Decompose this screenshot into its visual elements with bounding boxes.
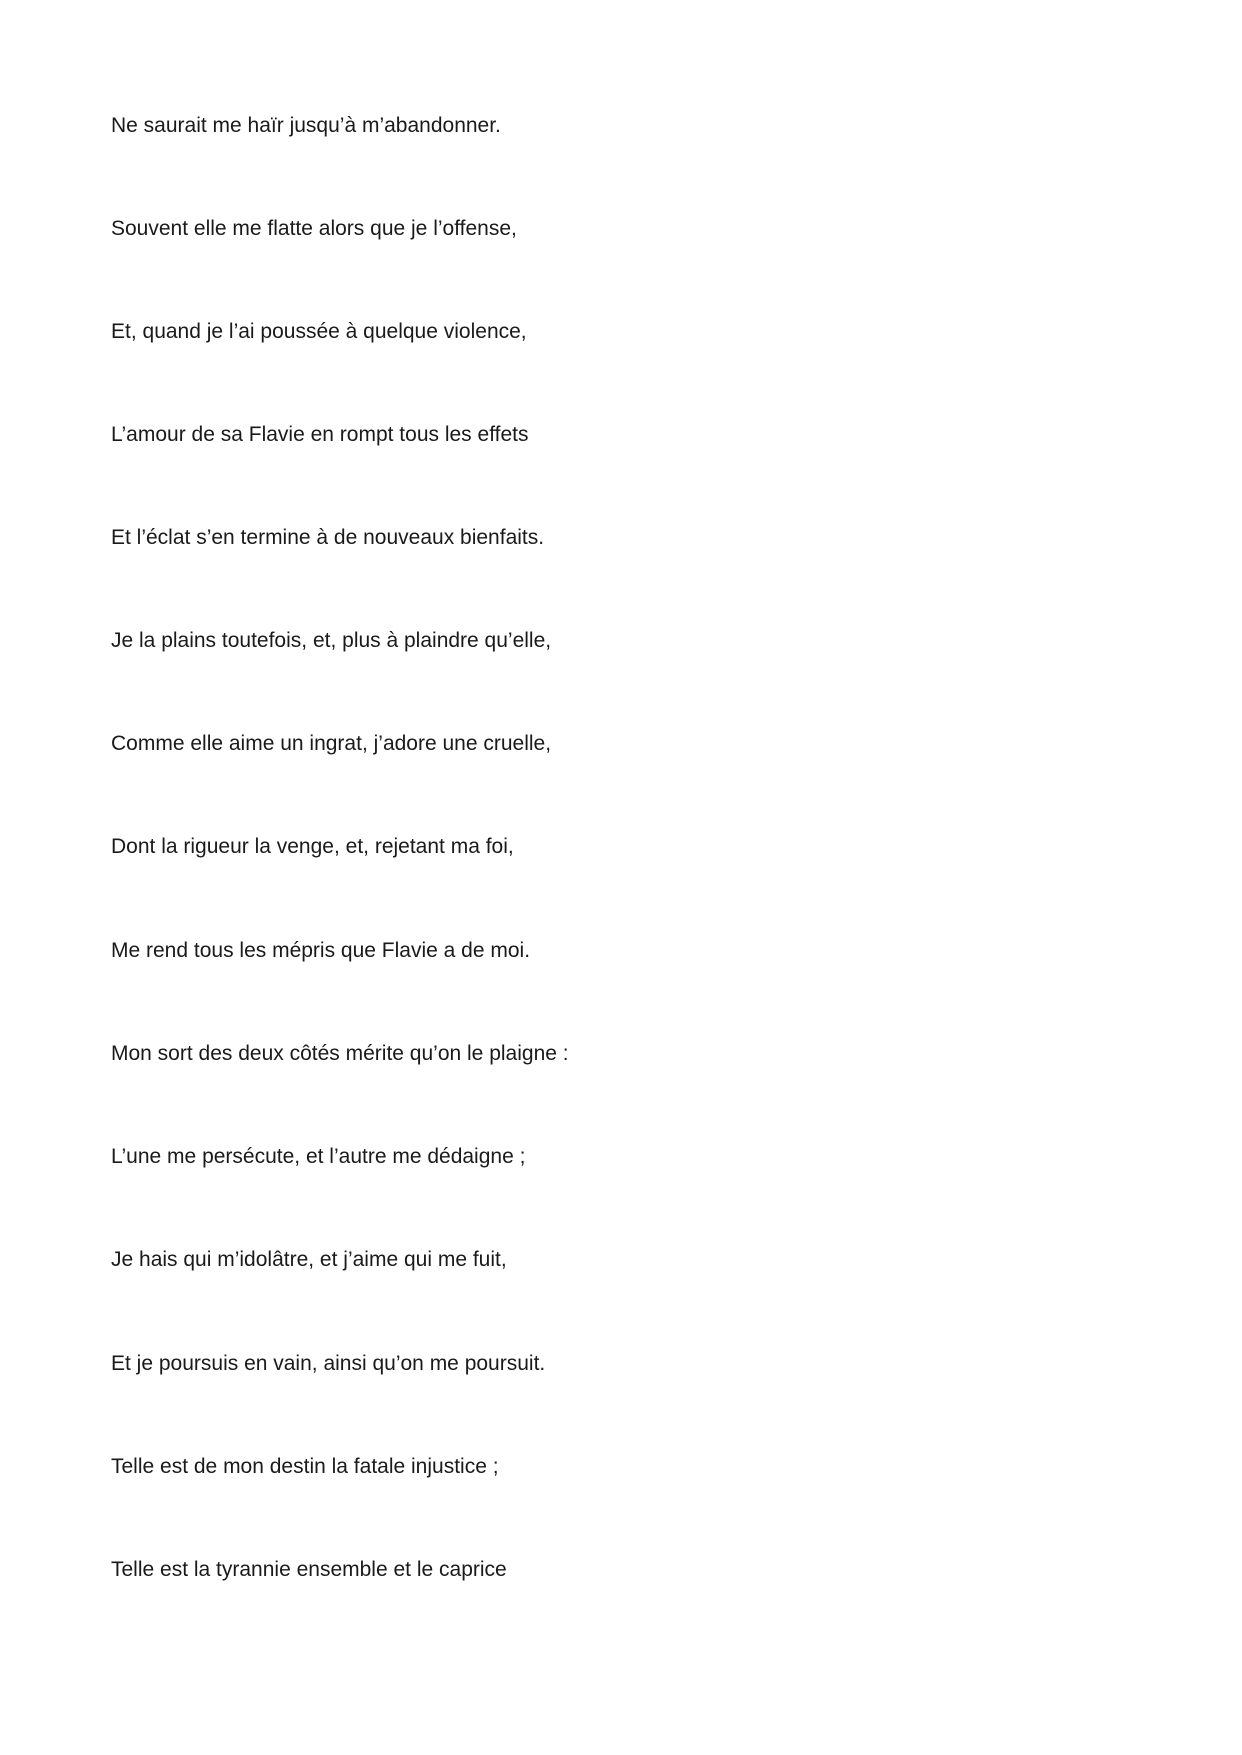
verse-line-15: Telle est la tyrannie ensemble et le caprice <box>111 1558 507 1581</box>
verse-line-8: Dont la rigueur la venge, et, rejetant ma foi, <box>111 835 514 858</box>
verse-line-10: Mon sort des deux côtés mérite qu’on le plaigne : <box>111 1042 569 1065</box>
verse-line-14: Telle est de mon destin la fatale injustice ; <box>111 1455 499 1478</box>
verse-line-13: Et je poursuis en vain, ainsi qu’on me poursuit. <box>111 1352 546 1375</box>
verse-line-2: Souvent elle me flatte alors que je l’offense, <box>111 217 517 240</box>
verse-line-11: L’une me persécute, et l’autre me dédaigne ; <box>111 1145 526 1168</box>
verse-line-5: Et l’éclat s’en termine à de nouveaux bienfaits. <box>111 526 545 549</box>
verse-line-6: Je la plains toutefois, et, plus à plaindre qu’elle, <box>111 629 552 652</box>
verse-line-7: Comme elle aime un ingrat, j’adore une cruelle, <box>111 732 552 755</box>
verse-line-1: Ne saurait me haïr jusqu’à m’abandonner. <box>111 114 501 137</box>
verse-line-4: L’amour de sa Flavie en rompt tous les effets <box>111 423 529 446</box>
verse-line-12: Je hais qui m’idolâtre, et j’aime qui me fuit, <box>111 1248 507 1271</box>
verse-line-3: Et, quand je l’ai poussée à quelque violence, <box>111 320 527 343</box>
verse-line-9: Me rend tous les mépris que Flavie a de moi. <box>111 939 531 962</box>
